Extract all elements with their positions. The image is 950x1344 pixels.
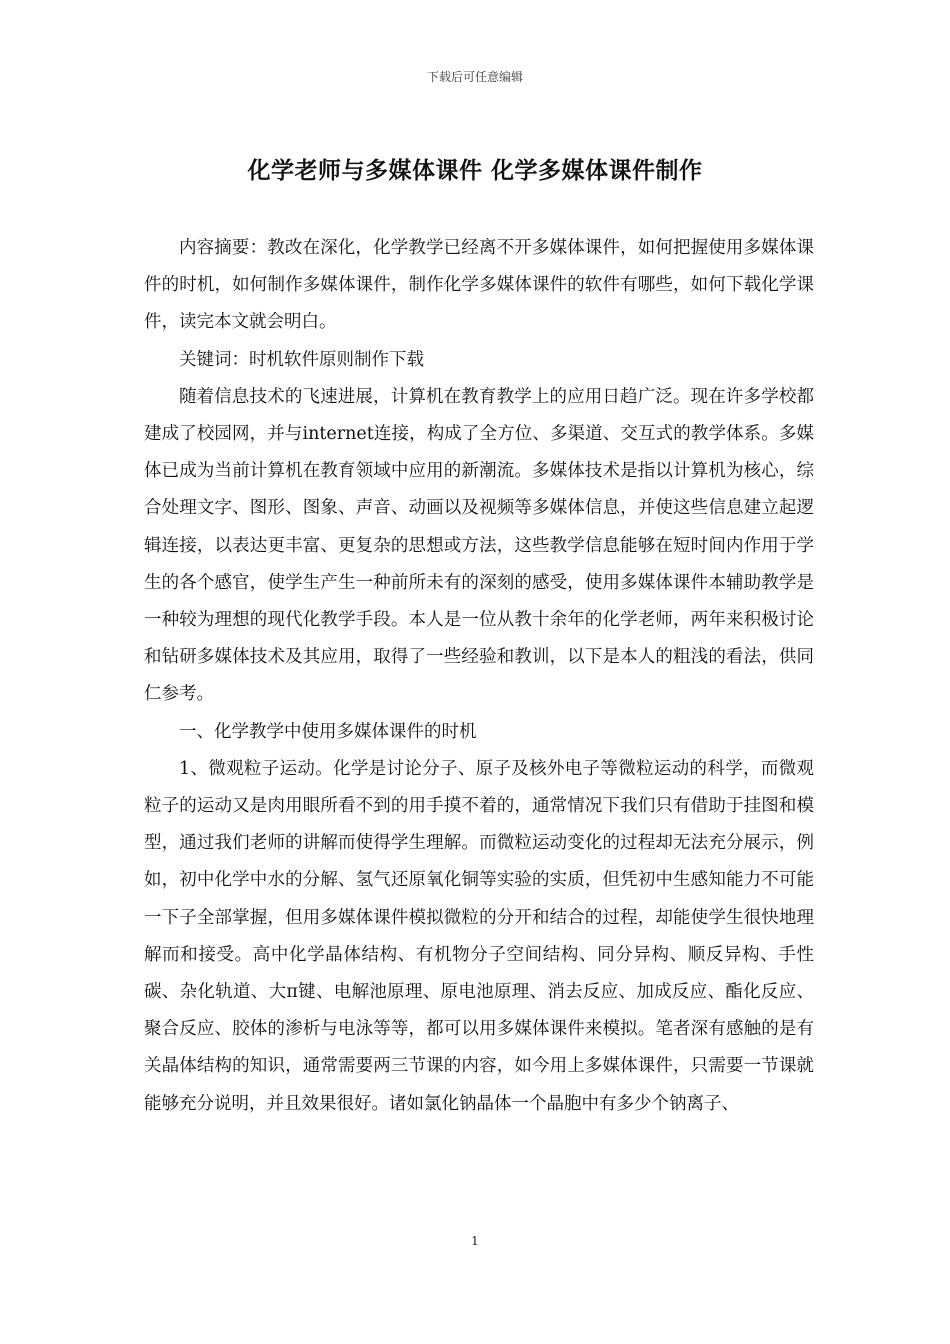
abstract-paragraph: 内容摘要：教改在深化，化学教学已经离不开多媒体课件，如何把握使用多媒体课件的时机，如何制作多媒体课件，制作化学多媒体课件的软件有哪些，如何下载化学课件，读完本文就会明白。 — [144, 238, 814, 333]
document-title: 化学老师与多媒体课件 化学多媒体课件制作 — [247, 157, 703, 184]
document-body — [144, 230, 814, 1123]
section-heading: 一、化学教学中使用多媒体课件的时机 — [179, 721, 477, 742]
keywords-paragraph: 关键词：时机软件原则制作下载 — [179, 349, 424, 370]
page-header-note: 下载后可任意编辑 — [426, 70, 523, 84]
intro-paragraph: 随着信息技术的飞速进展，计算机在教育教学上的应用日趋广泛。现在许多学校都建成了校园网，并与internet连接，构成了全方位、多渠道、交互式的教学体系。多媒体已成为当前计算机在教育领域中应用的新潮流。多媒体技术是指以计算机为核心，综合处理文字、图形、图象、声音、动画以及视频等多媒体信息，并使这些信息建立起逻辑连接，以表达更丰富、更复杂的思想或方法，这些教学信息能够在短时间内作用于学生的各个感官，使学生产生一种前所未有的深刻的感受，使用多媒体课件本辅助教学是一种较为理想的现代化教学手段。本人是一位从教十余年的化学老师，两年来积极讨论和钻研多媒体技术及其应用，取得了一些经验和教训，以下是本人的粗浅的看法，供同仁参考。 — [144, 386, 814, 705]
body-paragraph: 1、微观粒子运动。化学是讨论分子、原子及核外电子等微粒运动的科学，而微观粒子的运动又是肉用眼所看不到的用手摸不着的，通常情况下我们只有借助于挂图和模型，通过我们老师的讲解而使得学生理解。而微粒运动变化的过程却无法充分展示，例如，初中化学中水的分解、氢气还原氧化铜等实验的实质，但凭初中生感知能力不可能一下子全部掌握，但用多媒体课件模拟微粒的分开和结合的过程，却能使学生很快地理解而和接受。高中化学晶体结构、有机物分子空间结构、同分异构、顺反异构、手性碳、杂化轨道、大π键、电解池原理、原电池原理、消去反应、加成反应、酯化反应、聚合反应、胶体的渗析与电泳等等，都可以用多媒体课件来模拟。笔者深有感触的是有关晶体结构的知识，通常需要两三节课的内容，如今用上多媒体课件，只需要一节课就能够充分说明，并且效果很好。诸如氯化钠晶体一个晶胞中有多少个钠离子、 — [144, 758, 814, 1114]
page-number: 1 — [471, 1234, 479, 1248]
